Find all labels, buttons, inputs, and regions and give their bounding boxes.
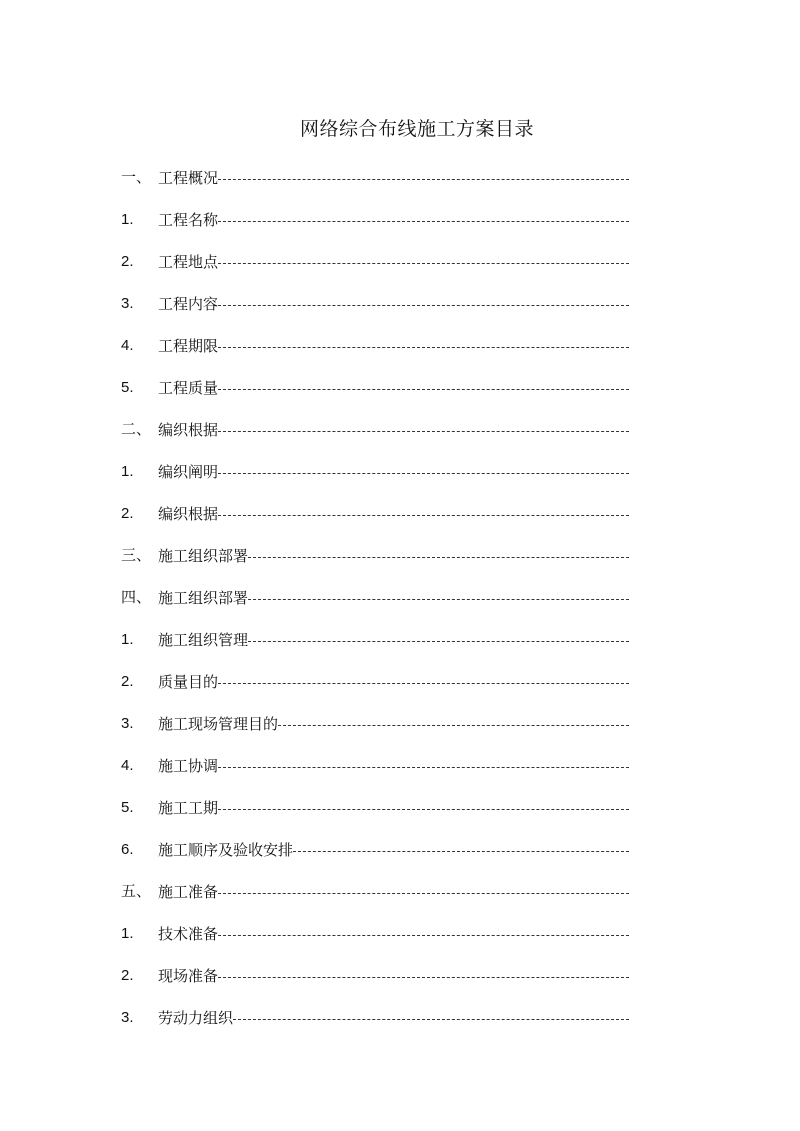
toc-entry-number: 1. (121, 463, 134, 480)
toc-entry-title: 劳动力组织 (158, 1009, 234, 1027)
toc-entry-number: 5. (121, 799, 134, 816)
toc-entry (121, 955, 629, 997)
toc-entry-title: 施工顺序及验收安排 (158, 841, 294, 859)
toc-entry-number: 1. (121, 925, 134, 942)
toc-entry-number: 2. (121, 253, 134, 270)
toc-entry (121, 703, 629, 745)
toc-entry-title: 施工现场管理目的 (158, 715, 279, 733)
toc-entry (121, 577, 629, 619)
toc-leader-dashes (218, 808, 629, 810)
toc-entry-title: 技术准备 (158, 925, 219, 943)
toc-entry-number: 2. (121, 967, 134, 984)
toc-leader-dashes (218, 304, 629, 306)
toc-entry (121, 325, 629, 367)
toc-entry (121, 367, 629, 409)
toc-leader-dashes (218, 976, 629, 978)
toc-entry-number: 4. (121, 337, 134, 354)
toc-entry-title: 质量目的 (158, 673, 219, 691)
toc-entry-number: 4. (121, 757, 134, 774)
toc-leader-dashes (248, 640, 629, 642)
toc-entry-title: 施工组织部署 (158, 589, 249, 607)
toc-entry (121, 451, 629, 493)
toc-entry-title: 现场准备 (158, 967, 219, 985)
toc-leader-dashes (218, 346, 629, 348)
toc-entry-number: 三、 (121, 547, 152, 564)
toc-entry (121, 241, 629, 283)
toc-entry (121, 535, 629, 577)
toc-entry-title: 编织根据 (158, 421, 219, 439)
toc-leader-dashes (218, 220, 629, 222)
toc-entry-number: 2. (121, 505, 134, 522)
toc-leader-dashes (278, 724, 629, 726)
toc-entry (121, 661, 629, 703)
toc-leader-dashes (218, 766, 629, 768)
toc-leader-dashes (218, 178, 629, 180)
toc-entry-title: 编织根据 (158, 505, 219, 523)
document-title: 网络综合布线施工方案目录 (299, 118, 534, 140)
table-of-contents (121, 157, 629, 1039)
toc-entry-number: 2. (121, 673, 134, 690)
toc-entry-number: 6. (121, 841, 134, 858)
toc-entry-title: 施工组织部署 (158, 547, 249, 565)
toc-entry-number: 3. (121, 295, 134, 312)
toc-leader-dashes (218, 514, 629, 516)
toc-entry (121, 829, 629, 871)
toc-entry (121, 787, 629, 829)
toc-entry-title: 编织阐明 (158, 463, 219, 481)
toc-entry (121, 157, 629, 199)
toc-leader-dashes (218, 472, 629, 474)
toc-leader-dashes (293, 850, 629, 852)
toc-entry-title: 工程内容 (158, 295, 219, 313)
toc-entry-number: 一、 (121, 169, 152, 186)
toc-entry-number: 3. (121, 715, 134, 732)
toc-leader-dashes (218, 682, 629, 684)
toc-entry (121, 745, 629, 787)
toc-leader-dashes (248, 556, 629, 558)
toc-entry-number: 1. (121, 211, 134, 228)
toc-entry (121, 493, 629, 535)
toc-leader-dashes (218, 934, 629, 936)
toc-entry-title: 工程地点 (158, 253, 219, 271)
toc-leader-dashes (248, 598, 629, 600)
toc-entry-title: 工程期限 (158, 337, 219, 355)
toc-entry-number: 1. (121, 631, 134, 648)
toc-entry-number: 3. (121, 1009, 134, 1026)
toc-entry-title: 施工组织管理 (158, 631, 249, 649)
toc-entry (121, 871, 629, 913)
toc-leader-dashes (218, 892, 629, 894)
toc-entry (121, 409, 629, 451)
toc-entry-number: 五、 (121, 883, 152, 900)
toc-entry (121, 913, 629, 955)
toc-entry-number: 二、 (121, 421, 152, 438)
toc-entry (121, 619, 629, 661)
toc-entry-title: 工程名称 (158, 211, 219, 229)
toc-leader-dashes (233, 1018, 629, 1020)
toc-entry (121, 283, 629, 325)
toc-leader-dashes (218, 262, 629, 264)
toc-leader-dashes (218, 430, 629, 432)
toc-entry-number: 5. (121, 379, 134, 396)
toc-entry-title: 施工工期 (158, 799, 219, 817)
toc-entry (121, 199, 629, 241)
toc-entry-title: 工程质量 (158, 379, 219, 397)
toc-entry-title: 施工协调 (158, 757, 219, 775)
toc-entry (121, 997, 629, 1039)
toc-entry-title: 施工准备 (158, 883, 219, 901)
toc-entry-title: 工程概况 (158, 169, 219, 187)
toc-entry-number: 四、 (121, 589, 152, 606)
toc-leader-dashes (218, 388, 629, 390)
